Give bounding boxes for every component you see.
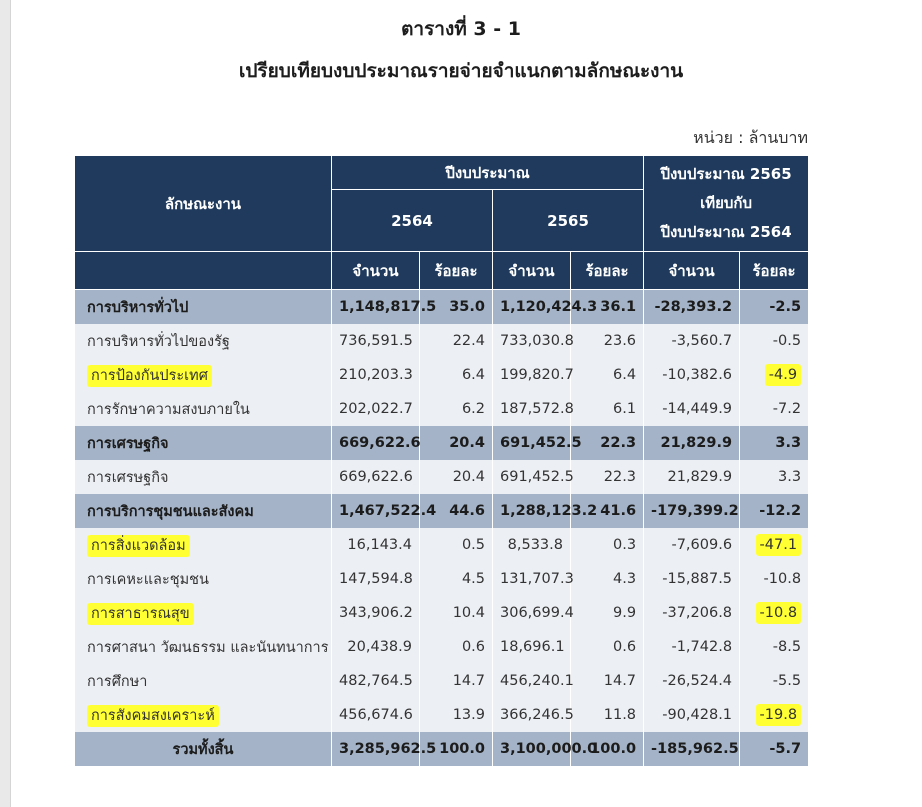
cell-amount-diff (644, 392, 740, 426)
cell-value: 44.6 (449, 503, 485, 519)
cell-amount-2565 (493, 324, 574, 358)
cell-amount-2565 (493, 392, 574, 426)
cell-amount-2565 (493, 460, 574, 494)
row-label: การเศรษฐกิจ (87, 435, 169, 452)
cell-value: -3,560.7 (671, 333, 733, 349)
cell-percent-2565 (571, 630, 644, 664)
cell-amount-2564 (332, 324, 420, 358)
cell-value: 3.3 (775, 435, 802, 451)
table-row (75, 392, 809, 426)
cell-value: 3.3 (778, 469, 802, 485)
cell-percent-2564 (420, 698, 493, 732)
cell-value: 100.0 (590, 741, 637, 757)
header-year-2564: 2564 (332, 190, 493, 252)
table-row (75, 664, 809, 698)
cell-percent-2564 (420, 358, 493, 392)
cell-amount-2564 (332, 596, 420, 630)
cell-value: 20.4 (452, 469, 485, 485)
cell-amount-2564 (332, 358, 420, 392)
cell-amount-2564 (332, 494, 437, 528)
cell-value: 691,452.5 (500, 469, 574, 485)
cell-value: 343,906.2 (339, 605, 413, 621)
row-label: การบริการชุมชนและสังคม (87, 503, 254, 520)
viewer-edge (0, 0, 11, 807)
cell-value: 13.9 (452, 707, 485, 723)
row-label-cell (75, 392, 332, 426)
cell-value: 4.5 (461, 571, 485, 587)
header-amount-2564: จำนวน (332, 252, 420, 290)
table-row (75, 562, 809, 596)
cell-value: -1,742.8 (671, 639, 733, 655)
cell-value: 131,707.3 (500, 571, 574, 587)
cell-value: 22.3 (603, 469, 637, 485)
cell-value: 41.6 (600, 503, 637, 519)
cell-value: 6.4 (461, 367, 485, 383)
cell-value: -10.8 (763, 571, 802, 587)
cell-value: -28,393.2 (654, 299, 733, 315)
cell-value: 147,594.8 (339, 571, 413, 587)
row-label: การรักษาความสงบภายใน (87, 401, 250, 418)
cell-value: -12.2 (759, 503, 802, 519)
cell-value: 20,438.9 (347, 639, 412, 655)
cell-amount-2565 (493, 732, 598, 766)
cell-value: -185,962.5 (651, 741, 739, 757)
cell-percent-2565 (571, 698, 644, 732)
header-comparison-line3: ปีงบประมาณ 2564 (660, 223, 792, 241)
cell-percent-2564 (420, 460, 493, 494)
row-label-cell (75, 596, 332, 630)
cell-value: 0.5 (461, 537, 485, 553)
cell-amount-diff (644, 290, 740, 325)
cell-value: -7,609.6 (671, 537, 733, 553)
cell-value: -14,449.9 (662, 401, 733, 417)
cell-amount-2565 (493, 562, 574, 596)
cell-value: 482,764.5 (339, 673, 413, 689)
cell-value: 736,591.5 (339, 333, 413, 349)
cell-amount-2564 (332, 528, 420, 562)
highlighted-row-label: การสาธารณสุข (87, 603, 194, 625)
cell-value: -179,399.2 (651, 503, 739, 519)
cell-percent-diff (740, 460, 809, 494)
cell-value: 187,572.8 (500, 401, 574, 417)
cell-value: 0.6 (461, 639, 485, 655)
cell-percent-diff (740, 290, 809, 325)
cell-value: 366,246.5 (500, 707, 574, 723)
cell-value: 733,030.8 (500, 333, 574, 349)
cell-percent-2564 (420, 426, 493, 460)
cell-value: 35.0 (449, 299, 485, 315)
row-label: รวมทั้งสิ้น (172, 741, 234, 758)
cell-value: 11.8 (603, 707, 637, 723)
cell-value: 1,467,522.4 (339, 503, 437, 519)
cell-percent-diff (740, 324, 809, 358)
cell-amount-2565 (493, 698, 574, 732)
cell-value: 456,240.1 (500, 673, 574, 689)
cell-amount-2565 (493, 664, 574, 698)
cell-amount-diff (644, 664, 740, 698)
cell-amount-diff (644, 460, 740, 494)
row-label-cell (75, 528, 332, 562)
row-label-cell (75, 494, 332, 528)
cell-value: -26,524.4 (662, 673, 733, 689)
cell-value: 199,820.7 (500, 367, 574, 383)
cell-amount-2565 (493, 290, 598, 325)
cell-amount-2564 (332, 562, 420, 596)
row-label: การเศรษฐกิจ (87, 469, 169, 486)
cell-amount-diff (644, 358, 740, 392)
cell-value: 14.7 (452, 673, 485, 689)
cell-percent-2564 (420, 324, 493, 358)
row-label: การบริหารทั่วไปของรัฐ (87, 333, 230, 350)
row-label-cell (75, 324, 332, 358)
table-title: ตารางที่ 3 - 1 (401, 18, 521, 40)
header-year-2565: 2565 (493, 190, 644, 252)
cell-percent-diff (740, 596, 809, 630)
table-row (75, 358, 809, 392)
table-row (75, 324, 809, 358)
cell-value: -8.5 (772, 639, 802, 655)
cell-value: 22.4 (452, 333, 485, 349)
header-percent-2565: ร้อยละ (571, 252, 644, 290)
cell-value: 23.6 (603, 333, 637, 349)
cell-percent-2564 (420, 596, 493, 630)
cell-value: 22.3 (600, 435, 637, 451)
cell-value: 0.3 (612, 537, 637, 553)
row-label-cell (75, 732, 332, 766)
cell-percent-2565 (571, 528, 644, 562)
cell-value: -10,382.6 (662, 367, 733, 383)
cell-value: 1,148,817.5 (339, 299, 437, 315)
cell-amount-diff (644, 698, 740, 732)
cell-value: -2.5 (769, 299, 802, 315)
cell-amount-2565 (493, 358, 574, 392)
cell-value: 210,203.3 (339, 367, 413, 383)
cell-percent-diff (740, 358, 809, 392)
cell-percent-2565 (571, 324, 644, 358)
cell-value: -37,206.8 (662, 605, 733, 621)
cell-percent-2565 (571, 664, 644, 698)
highlighted-row-label: การป้องกันประเทศ (87, 365, 212, 387)
cell-value: 21,829.9 (667, 469, 733, 485)
cell-amount-2564 (332, 426, 420, 460)
budget-table (74, 155, 809, 766)
cell-amount-2564 (332, 290, 437, 325)
cell-amount-diff (644, 562, 740, 596)
cell-percent-2565 (571, 596, 644, 630)
cell-value: 3,285,962.5 (339, 741, 437, 757)
row-label: การศึกษา (87, 673, 148, 690)
cell-percent-2565 (571, 392, 644, 426)
row-label: การศาสนา วัฒนธรรม และนันทนาการ (87, 639, 329, 656)
cell-value: 669,622.6 (339, 469, 413, 485)
cell-value: 691,452.5 (500, 435, 582, 451)
cell-value: 3,100,000.0 (500, 741, 598, 757)
cell-amount-2565 (493, 494, 598, 528)
row-label: การบริหารทั่วไป (87, 299, 189, 316)
cell-amount-2564 (332, 732, 437, 766)
cell-amount-2564 (332, 460, 420, 494)
cell-value: 100.0 (439, 741, 485, 757)
cell-percent-diff (740, 698, 809, 732)
cell-value: 18,696.1 (500, 639, 565, 655)
cell-value: 456,674.6 (339, 707, 413, 723)
cell-percent-diff (740, 562, 809, 596)
header-amount-diff: จำนวน (644, 252, 740, 290)
cell-amount-2565 (493, 528, 571, 562)
cell-value: -47.1 (756, 534, 802, 556)
cell-value: -5.7 (769, 741, 802, 757)
cell-percent-2565 (571, 460, 644, 494)
cell-amount-2565 (493, 630, 571, 664)
row-label-cell (75, 698, 332, 732)
cell-percent-2564 (420, 528, 493, 562)
row-label-cell (75, 562, 332, 596)
row-label-cell (75, 290, 332, 325)
cell-amount-2565 (493, 596, 574, 630)
cell-value: -90,428.1 (662, 707, 733, 723)
cell-percent-2564 (420, 630, 493, 664)
cell-value: -15,887.5 (662, 571, 733, 587)
cell-value: -7.2 (772, 401, 802, 417)
header-comparison (644, 156, 809, 252)
cell-value: 16,143.4 (347, 537, 412, 553)
cell-percent-diff (740, 630, 809, 664)
cell-amount-2565 (493, 426, 582, 460)
cell-amount-2564 (332, 392, 420, 426)
table-row (75, 528, 809, 562)
cell-value: 14.7 (603, 673, 637, 689)
table-row (75, 698, 809, 732)
cell-amount-diff (644, 324, 740, 358)
header-row-label: ลักษณะงาน (75, 156, 332, 252)
cell-percent-2564 (420, 562, 493, 596)
cell-value: 1,288,123.2 (500, 503, 598, 519)
highlighted-row-label: การสิ่งแวดล้อม (87, 535, 190, 557)
cell-amount-diff (644, 630, 740, 664)
highlighted-row-label: การสังคมสงเคราะห์ (87, 705, 219, 727)
cell-value: -19.8 (756, 704, 802, 726)
cell-percent-2564 (420, 664, 493, 698)
cell-value: 9.9 (612, 605, 637, 621)
cell-amount-diff (644, 528, 740, 562)
header-percent-2564: ร้อยละ (420, 252, 493, 290)
cell-percent-diff (740, 664, 809, 698)
category-row (75, 290, 809, 325)
cell-value: 10.4 (452, 605, 485, 621)
header-comparison-line2: เทียบกับ (700, 194, 753, 212)
cell-value: 306,699.4 (500, 605, 574, 621)
cell-value: -0.5 (772, 333, 802, 349)
cell-value: 669,622.6 (339, 435, 421, 451)
cell-value: 6.4 (612, 367, 637, 383)
cell-percent-diff (740, 392, 809, 426)
table-subtitle: เปรียบเทียบงบประมาณรายจ่ายจำแนกตามลักษณะงาน (238, 60, 684, 82)
cell-value: 8,533.8 (507, 537, 563, 553)
cell-value: 6.1 (612, 401, 637, 417)
row-label-cell (75, 426, 332, 460)
cell-value: -5.5 (772, 673, 802, 689)
cell-amount-diff (644, 494, 740, 528)
cell-percent-2564 (420, 392, 493, 426)
cell-value: -10.8 (756, 602, 802, 624)
row-label-cell (75, 630, 332, 664)
category-row (75, 426, 809, 460)
cell-percent-diff (740, 732, 809, 766)
total-row (75, 732, 809, 766)
cell-value: 21,829.9 (660, 435, 733, 451)
budget-table-body (75, 290, 809, 767)
cell-value: 6.2 (461, 401, 485, 417)
cell-amount-diff (644, 426, 740, 460)
cell-value: 4.3 (612, 571, 637, 587)
header-amount-2565: จำนวน (493, 252, 571, 290)
row-label-cell (75, 664, 332, 698)
header-fiscal-year: ปีงบประมาณ (332, 156, 644, 190)
cell-amount-2564 (332, 664, 420, 698)
cell-amount-2564 (332, 630, 420, 664)
cell-amount-diff (644, 732, 740, 766)
cell-percent-2565 (571, 358, 644, 392)
row-label-cell (75, 460, 332, 494)
cell-value: 0.6 (612, 639, 637, 655)
cell-percent-diff (740, 426, 809, 460)
cell-percent-2565 (571, 562, 644, 596)
header-comparison-line1: ปีงบประมาณ 2565 (660, 165, 792, 183)
row-label: การเคหะและชุมชน (87, 571, 209, 588)
category-row (75, 494, 809, 528)
cell-value: 20.4 (449, 435, 485, 451)
row-label-cell (75, 358, 332, 392)
cell-value: 1,120,424.3 (500, 299, 598, 315)
cell-value: -4.9 (765, 364, 801, 386)
cell-amount-diff (644, 596, 740, 630)
table-row (75, 460, 809, 494)
header-percent-diff: ร้อยละ (740, 252, 809, 290)
header-blank (75, 252, 332, 290)
cell-value: 202,022.7 (339, 401, 413, 417)
table-row (75, 596, 809, 630)
cell-percent-diff (740, 494, 809, 528)
table-row (75, 630, 809, 664)
cell-amount-2564 (332, 698, 420, 732)
cell-value: 36.1 (600, 299, 637, 315)
unit-label: หน่วย : ล้านบาท (693, 128, 808, 147)
cell-percent-diff (740, 528, 809, 562)
